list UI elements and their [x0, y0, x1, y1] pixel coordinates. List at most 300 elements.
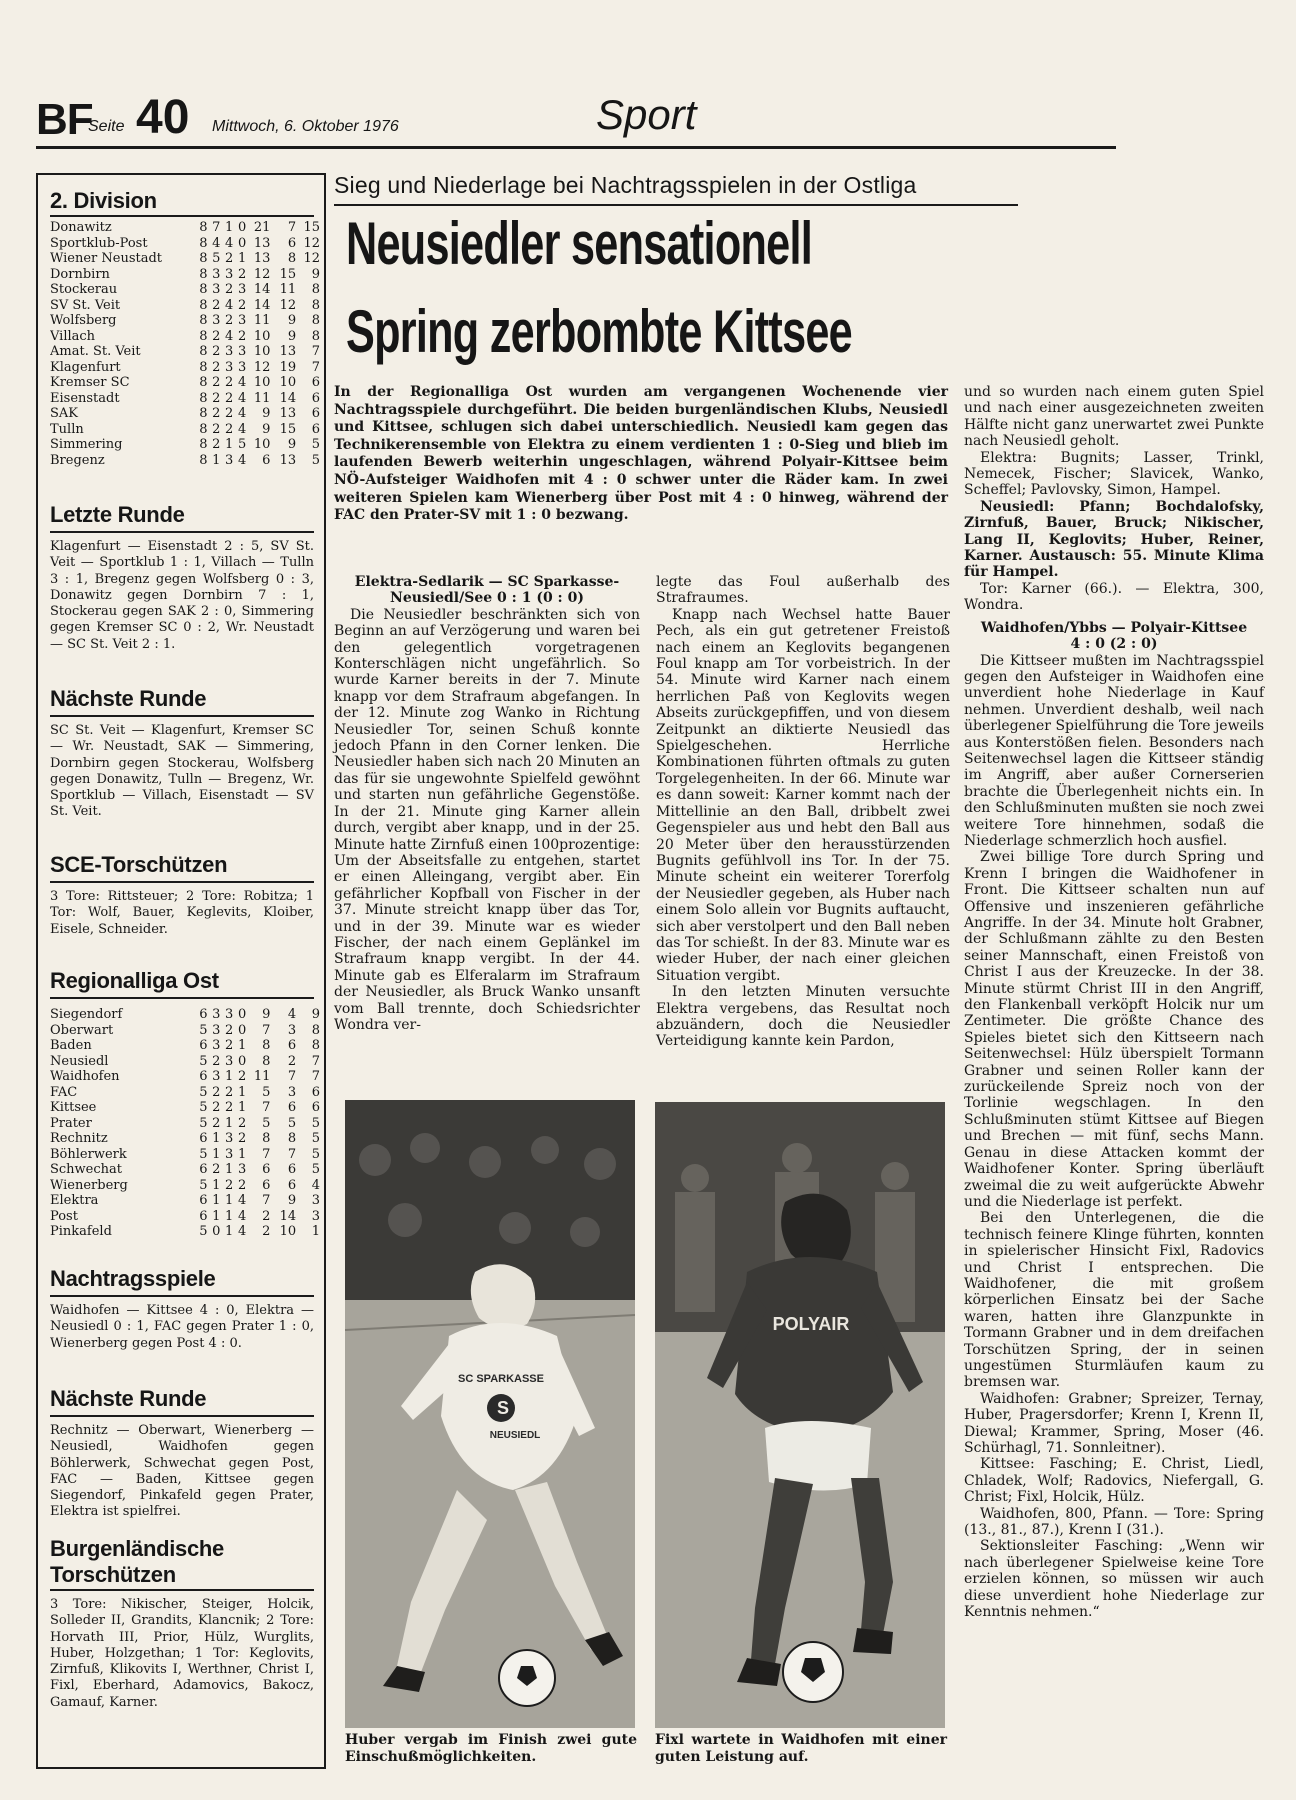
stat-p: 6	[199, 1193, 208, 1208]
stat-gf: 8	[262, 1131, 271, 1146]
stat-l: 2	[237, 1115, 247, 1131]
stat-w: 1	[212, 1193, 221, 1208]
stat-p: 8	[199, 297, 208, 313]
section-title: Sport	[596, 91, 697, 138]
stat-gf: 6	[262, 452, 271, 468]
stat-p: 6	[199, 1131, 208, 1146]
table-row	[50, 1100, 320, 1116]
stat-l: 3	[237, 313, 247, 328]
table-row	[50, 406, 320, 422]
results-sidebar	[36, 173, 326, 1769]
stat-p: 6	[199, 1038, 208, 1053]
next-round2-title: Nächste Runde	[50, 1386, 207, 1411]
stat-l: 0	[237, 220, 247, 235]
stat-d: 1	[225, 220, 234, 235]
stat-d: 2	[225, 1038, 234, 1053]
table-row	[50, 1209, 320, 1225]
stat-pts: 6	[311, 1084, 321, 1100]
stat-p: 5	[199, 1115, 208, 1131]
stat-d: 3	[225, 1131, 234, 1146]
match1-heading-1: Elektra-Sedlarik — SC Sparkasse-	[354, 574, 620, 590]
stat-ga: 13	[279, 452, 297, 468]
stat-gf: 9	[262, 1007, 271, 1022]
stat-pts: 15	[303, 220, 321, 235]
headline-line-2: Spring zerbombte Kittsee	[346, 298, 853, 365]
stat-d: 2	[225, 282, 234, 297]
team-name: Bregenz	[50, 452, 105, 468]
table-row	[50, 220, 320, 236]
divider	[50, 1415, 314, 1417]
article-column-3	[964, 384, 1264, 1620]
stat-pts: 8	[311, 1022, 321, 1038]
col3-paragraph-0: und so wurden nach einem guten Spiel und nach einer ausgezeichneten zweiten Hälfte nicht ganz unerwartet zwei Punkte nach Neusiedl geholt.	[964, 384, 1264, 450]
stat-gf: 12	[253, 359, 271, 375]
team-name: Dornbirn	[50, 266, 110, 282]
stat-ga: 9	[287, 328, 297, 344]
stat-pts: 8	[311, 297, 321, 313]
stat-gf: 21	[253, 220, 271, 235]
stat-p: 5	[199, 1177, 208, 1193]
stat-d: 2	[225, 313, 234, 328]
stat-gf: 14	[253, 297, 271, 313]
table-row	[50, 1038, 320, 1054]
lineup-waidhofen: Waidhofen: Grabner; Spreizer, Ternay, Huber, Pragersdorfer; Krenn I, Krenn II, Diewal; Krammer, Spring, Moser (46. Schürhagl, 71. Sonnleitner).	[964, 1390, 1264, 1456]
stat-gf: 10	[253, 437, 271, 452]
stat-d: 3	[225, 452, 234, 468]
stat-gf: 8	[262, 1038, 271, 1053]
stat-l: 4	[237, 1193, 247, 1208]
table-row	[50, 360, 320, 376]
stat-l: 5	[237, 437, 247, 452]
table-row	[50, 298, 320, 314]
team-name: Waidhofen	[50, 1069, 120, 1084]
jersey-text-1: SC SPARKASSE	[458, 1373, 544, 1385]
regional-title: Regionalliga Ost	[50, 968, 219, 993]
stat-pts: 6	[311, 375, 321, 390]
stat-ga: 6	[287, 235, 297, 251]
col3-paragraph-1: Die Kittseer mußten im Nachtragsspiel gegen den Aufsteiger in Waidhofen eine unverdient hohe Niederlage in Kauf nehmen. Unverdient deshalb, weil nach überlegener Spielführung die Tore jeweils aus Konterstößen fielen. Besonders nach Seitenwechsel lagen die Kittseer ständig im Angriff, aber außer Cornerserien brachte die Überlegenheit nichts ein. In den Schlußminuten mußten sie noch zwei weitere Tore hinnehmen, sodaß die Niederlage schmerzlich hoch ausfiel.	[964, 652, 1264, 849]
stat-gf: 7	[262, 1193, 271, 1208]
table-row	[50, 251, 320, 267]
divider	[50, 715, 314, 717]
team-name: Villach	[50, 328, 96, 344]
stat-w: 1	[212, 1177, 221, 1193]
stat-w: 2	[212, 1053, 221, 1069]
stat-ga: 10	[279, 1224, 297, 1239]
team-name: Oberwart	[50, 1022, 114, 1038]
stat-p: 8	[199, 313, 208, 328]
stat-l: 2	[237, 1177, 247, 1193]
stat-ga: 8	[287, 1131, 297, 1146]
stat-d: 3	[225, 266, 234, 282]
stat-l: 2	[237, 1131, 247, 1146]
stat-l: 3	[237, 282, 247, 297]
match2-heading-1: Waidhofen/Ybbs — Polyair-Kittsee	[980, 619, 1248, 636]
stat-w: 2	[212, 390, 221, 406]
stat-pts: 5	[311, 437, 321, 452]
photo-fixl	[655, 1102, 945, 1728]
stat-w: 2	[212, 1084, 221, 1100]
stat-w: 2	[212, 1115, 221, 1131]
team-name: Eisenstadt	[50, 390, 120, 406]
stat-w: 2	[212, 359, 221, 375]
stat-p: 8	[199, 266, 208, 282]
caption-2: Fixl wartete in Waidhofen mit einer guten Leistung auf.	[655, 1732, 947, 1765]
col2-paragraph-1: Knapp nach Wechsel hatte Bauer Pech, als ein gut getretener Freistoß nach einem an Keglovits begangenen Foul knapp am Tor vorbeistrich. In der 54. Minute wird Karner nach einem herrlichen Paß von Keglovits wegen Abseits zurückgepfiffen, und von diesem Zeitpunkt an diktierte Neusiedl das Spielgeschehen. Herrliche Kombinationen führten oftmals zu guten Torgelegenheiten. In der 66. Minute war es dann soweit: Karner kommt nach der Mittellinie an den Ball, dribbelt zwei Gegenspieler aus und hebt den Ball aus 20 Meter über den herausstürzenden Bugnits gefühlvoll ins Tor. In der 75. Minute scheint ein weiterer Torerfolg der Neusiedler gegeben, als Huber nach einem Solo allein vor Bugnits auftaucht, sich aber verstolpert und den Ball neben das Tor schießt. In der 83. Minute war es wieder Huber, der nach einer gleichen Situation vergibt.	[656, 606, 950, 984]
stat-p: 8	[199, 452, 208, 468]
stat-d: 2	[225, 406, 234, 421]
next-round-text: SC St. Veit — Klagenfurt, Kremser SC — Wr. Neustadt, SAK — Simmering, Dornbirn gegen Stockerau, Wolfsberg gegen Donawitz, Tulln — Bregenz, Wr. Sportklub — Villach, Eisenstadt — SV St. Veit.	[50, 723, 314, 820]
stat-gf: 14	[253, 282, 271, 297]
stat-w: 2	[212, 406, 221, 421]
stat-l: 2	[237, 1069, 247, 1084]
stat-pts: 8	[311, 1038, 321, 1053]
stat-pts: 6	[311, 1100, 321, 1115]
stat-pts: 3	[311, 1208, 321, 1224]
team-name: SV St. Veit	[50, 297, 121, 313]
stat-l: 1	[237, 1100, 247, 1115]
table-row	[50, 1162, 320, 1178]
col2-paragraph-0: legte das Foul außerhalb des Strafraumes.	[656, 574, 950, 607]
stat-p: 8	[199, 406, 208, 421]
stat-ga: 19	[279, 359, 297, 375]
stat-w: 4	[212, 235, 221, 251]
stat-w: 1	[212, 452, 221, 468]
col3-paragraph-2: Zwei billige Tore durch Spring und Krenn I bringen die Waidhofener in Front. Die Kittseer schalten nun auf Offensive und inszenieren gefährliche Angriffe. In der 34. Minute holt Grabner, der Schlußmann zählte zu den Besten seiner Mannschaft, einen Freistoß von Christ I aus der Kreuzecke. In der 38. Minute stürmt Christ III in den Angriff, den Flankenball verköpft Holcik nur um Zentimeter. Die größte Chance des Spieles bietet sich den Kittseern nach Seitenwechsel: Hülz überspielt Tormann Grabner und seinen Roller kann der zurückeilende Spreiz noch von der Torlinie wegschlagen. In den Schlußminuten stümt Kittsee auf Biegen und Brechen — mit fünf, sechs Mann. Genau in diese Attacken kommt der Waidhofener Konter. Spring überläuft zweimal die zu weit aufgerückte Abwehr und die Niederlage ist perfekt.	[964, 849, 1264, 1210]
stat-p: 8	[199, 359, 208, 375]
stat-gf: 7	[262, 1022, 271, 1038]
page-number: 40	[136, 91, 190, 144]
team-name: Sportklub-Post	[50, 235, 148, 251]
stat-d: 1	[225, 1193, 234, 1208]
table-row	[50, 1069, 320, 1085]
stat-w: 1	[212, 1146, 221, 1162]
stat-p: 6	[199, 1069, 208, 1084]
stat-p: 8	[199, 328, 208, 344]
stat-pts: 5	[311, 1162, 321, 1177]
table-row	[50, 1178, 320, 1194]
division-title: 2. Division	[50, 188, 157, 213]
stat-w: 1	[212, 1131, 221, 1146]
stat-w: 3	[212, 1007, 221, 1022]
team-name: Schwechat	[50, 1162, 123, 1177]
divider	[50, 997, 314, 999]
stat-pts: 1	[311, 1224, 321, 1239]
stat-p: 6	[199, 1007, 208, 1022]
stat-l: 1	[237, 1038, 247, 1053]
stat-pts: 5	[311, 1131, 321, 1146]
stat-l: 4	[237, 406, 247, 421]
stat-w: 5	[212, 251, 221, 266]
stat-ga: 3	[287, 1022, 297, 1038]
stat-ga: 9	[287, 1193, 297, 1208]
stat-l: 0	[237, 235, 247, 251]
stat-pts: 8	[311, 328, 321, 344]
stat-gf: 6	[262, 1162, 271, 1177]
stat-l: 0	[237, 1007, 247, 1022]
stat-l: 4	[237, 390, 247, 406]
stat-d: 2	[225, 375, 234, 390]
stat-d: 4	[225, 328, 234, 344]
stat-w: 3	[212, 1038, 221, 1053]
team-name: Pinkafeld	[50, 1224, 112, 1239]
divider	[50, 531, 314, 533]
team-name: Simmering	[50, 437, 123, 452]
stat-l: 3	[237, 1162, 247, 1177]
stat-w: 2	[212, 437, 221, 452]
stat-gf: 9	[262, 421, 271, 437]
stat-pts: 7	[311, 344, 321, 359]
table-row	[50, 1131, 320, 1147]
team-name: Wolfsberg	[50, 313, 117, 328]
team-name: Baden	[50, 1038, 92, 1053]
stat-d: 3	[225, 1053, 234, 1069]
table-row	[50, 1193, 320, 1209]
scorers-title: SCE-Torschützen	[50, 852, 228, 877]
stat-ga: 7	[287, 1146, 297, 1162]
stat-l: 3	[237, 344, 247, 359]
stat-pts: 5	[311, 452, 321, 468]
divider	[50, 1589, 314, 1591]
photo-huber	[345, 1100, 635, 1728]
stat-d: 1	[225, 1224, 234, 1239]
stat-p: 8	[199, 235, 208, 251]
article-column-1	[334, 574, 640, 1033]
table-row	[50, 1023, 320, 1039]
col1-paragraph: Die Neusiedler beschränkten sich von Beginn an auf Verzögerung und waren bei den gelegentlich vorgetragenen Konterschlägen nicht ungefährlich. So wurde Karner bereits in der 7. Minute knapp vor dem Strafraum abgefangen. In der 12. Minute zog Wanko in Richtung Neusiedler Tor, seinen Schuß konnte jedoch Pfann in den Corner lenken. Die Neusiedler haben sich nach 20 Minuten an das für sie ungewohnte Spielfeld gewöhnt und starten nun gefährliche Gegenstöße. In der 21. Minute ging Karner allein durch, vergibt aber knapp, und in der 25. Minute hatte Zirnfuß einen 100prozentige: Um der Abseitsfalle zu entgehen, startet er einen Alleingang, vergibt aber. Ein gefährlicher Kopfball von Fischer in der 37. Minute streicht knapp über das Tor, und in der 39. Minute war es wieder Fischer, der nach einem Geplänkel im Strafraum knapp vergibt. In der 44. Minute gab es Elferalarm im Strafraum der Neusiedler, als Bruck Wanko unsanft vom Ball trennte, doch Schiedsrichter Wondra ver-	[334, 606, 640, 1033]
stat-w: 1	[212, 1208, 221, 1224]
stat-p: 8	[199, 375, 208, 390]
stat-d: 4	[225, 297, 234, 313]
stat-pts: 8	[311, 282, 321, 297]
table-row	[50, 453, 320, 469]
stat-w: 3	[212, 313, 221, 328]
stat-d: 1	[225, 1115, 234, 1131]
stat-p: 5	[199, 1053, 208, 1069]
regional-table	[50, 1007, 320, 1240]
lead-paragraph: In der Regionalliga Ost wurden am vergangenen Wochenende vier Nachtragsspiele durchgeführt. Die beiden burgenländischen Klubs, Neusiedl und Kittsee, schlugen sich dabei unterschiedlich. Neusiedl kam gegen das Technikerensemble von Elektra zu einem verdienten 1 : 0-Sieg und blieb im laufenden Bewerb weiterhin ungeschlagen, während Polyair-Kittsee beim NÖ-Aufsteiger Waidhofen mit 4 : 0 schwer unter die Räder kam. In zwei weiteren Spielen kam Wienerberg über Post mit 4 : 0 hinweg, während der FAC den Prater-SV mit 1 : 0 bezwang.	[334, 384, 948, 524]
stat-w: 2	[212, 297, 221, 313]
stat-gf: 12	[253, 266, 271, 282]
stat-l: 1	[237, 1084, 247, 1100]
stat-ga: 14	[279, 390, 297, 406]
stat-pts: 5	[311, 1115, 321, 1131]
match1-heading-2: Neusiedl/See 0 : 1 (0 : 0)	[390, 590, 584, 607]
stat-ga: 12	[279, 297, 297, 313]
stat-pts: 5	[311, 1146, 321, 1162]
stat-p: 5	[199, 1146, 208, 1162]
col2-paragraph-2: In den letzten Minuten versuchte Elektra vergebens, das Resultat noch abzuändern, doch die Neusiedler Verteidigung kannte kein Pardon,	[656, 984, 950, 1050]
table-row	[50, 344, 320, 360]
stat-d: 3	[225, 359, 234, 375]
stat-gf: 7	[262, 1146, 271, 1162]
stat-ga: 14	[279, 1208, 297, 1224]
stat-w: 3	[212, 266, 221, 282]
stat-ga: 8	[287, 251, 297, 266]
stat-ga: 2	[287, 1053, 297, 1069]
stat-ga: 6	[287, 1177, 297, 1193]
makeup-text: Waidhofen — Kittsee 4 : 0, Elektra — Neusiedl 0 : 1, FAC gegen Prater 1 : 0, Wienerberg gegen Post 4 : 0.	[50, 1303, 314, 1351]
stat-w: 3	[212, 1022, 221, 1038]
team-name: Wienerberg	[50, 1177, 128, 1193]
jersey-text: POLYAIR	[772, 1314, 850, 1334]
stat-d: 3	[225, 1007, 234, 1022]
article-kicker: Sieg und Niederlage bei Nachtragsspielen in der Ostliga	[334, 172, 917, 198]
stat-w: 3	[212, 1069, 221, 1084]
paper-logo: BF	[36, 95, 93, 144]
table-row	[50, 391, 320, 407]
makeup-title: Nachtragsspiele	[50, 1266, 216, 1291]
stat-gf: 11	[253, 390, 271, 406]
stat-d: 4	[225, 235, 234, 251]
team-name: Post	[50, 1208, 78, 1224]
team-name: Elektra	[50, 1193, 99, 1208]
stat-pts: 7	[311, 1069, 321, 1084]
stat-w: 2	[212, 1162, 221, 1177]
stat-l: 1	[237, 251, 247, 266]
stat-d: 2	[225, 1177, 234, 1193]
stat-ga: 11	[279, 282, 297, 297]
stat-p: 8	[199, 421, 208, 437]
stat-gf: 6	[262, 1177, 271, 1193]
team-name: Amat. St. Veit	[50, 344, 141, 359]
stat-d: 2	[225, 1022, 234, 1038]
stat-gf: 9	[262, 406, 271, 421]
stat-p: 8	[199, 437, 208, 452]
stat-ga: 6	[287, 1162, 297, 1177]
closing-quote: Sektionsleiter Fasching: „Wenn wir nach überlegener Spielweise keine Tore erzielen können, so müssen wir auch diese unverdient hohe Niederlage zur Kenntnis nehmen.“	[964, 1538, 1264, 1621]
stat-l: 2	[237, 266, 247, 282]
jersey-text-2: NEUSIEDL	[489, 1430, 541, 1441]
stat-ga: 10	[279, 375, 297, 390]
burgen-text: 3 Tore: Nikischer, Steiger, Holcik, Solleder II, Grandits, Klancnik; 2 Tore: Horvath III, Prior, Hülz, Wurglits, Huber, Holzgethan; 1 Tor: Keglovits, Zirnfuß, Klikovits I, Werthner, Christ I, Fixl, Eberhard, Adamovics, Bakocz, Gamauf, Karner.	[50, 1597, 314, 1710]
division-table	[50, 220, 320, 468]
stat-p: 8	[199, 220, 208, 235]
header-rule	[36, 146, 1116, 149]
stat-gf: 5	[262, 1115, 271, 1131]
table-row	[50, 1224, 320, 1240]
stat-ga: 7	[287, 1069, 297, 1084]
stat-d: 2	[225, 421, 234, 437]
caption-1: Huber vergab im Finish zwei gute Einschußmöglichkeiten.	[345, 1732, 637, 1765]
stat-d: 2	[225, 1100, 234, 1115]
team-name: Klagenfurt	[50, 359, 121, 375]
team-name: Rechnitz	[50, 1131, 108, 1146]
stat-ga: 15	[279, 421, 297, 437]
burgen-title-1: Burgenländische	[50, 1536, 224, 1561]
table-row	[50, 267, 320, 283]
stat-pts: 9	[311, 266, 321, 282]
team-name: Donawitz	[50, 220, 112, 235]
stat-pts: 7	[311, 359, 321, 375]
stat-d: 1	[225, 1208, 234, 1224]
photo-fixl-image	[655, 1102, 945, 1728]
stat-p: 6	[199, 1162, 208, 1177]
stat-ga: 13	[279, 406, 297, 421]
stat-d: 2	[225, 390, 234, 406]
stat-d: 1	[225, 1069, 234, 1084]
burgen-title-2: Torschützen	[50, 1562, 176, 1587]
table-row	[50, 1147, 320, 1163]
table-row	[50, 1007, 320, 1023]
stat-ga: 6	[287, 1038, 297, 1053]
stat-gf: 10	[253, 375, 271, 390]
scorers-text: 3 Tore: Rittsteuer; 2 Tore: Robitza; 1 Tor: Wolf, Bauer, Keglevits, Kloiber, Eisele, Schneider.	[50, 889, 314, 937]
stat-ga: 7	[287, 220, 297, 235]
table-row	[50, 282, 320, 298]
team-name: Tulln	[50, 421, 84, 437]
team-name: Stockerau	[50, 282, 118, 297]
last-round-text: Klagenfurt — Eisenstadt 2 : 5, SV St. Veit — Sportklub 1 : 1, Villach — Tulln 3 : 1, Bregenz gegen Wolfsberg 0 : 3, Donawitz gegen Dornbirn 7 : 1, Stockerau gegen SAK 2 : 0, Simmering gegen Kremser SC 0 : 2, Wr. Neustadt — SC St. Veit 2 : 1.	[50, 539, 314, 652]
stat-gf: 11	[253, 313, 271, 328]
stat-pts: 6	[311, 406, 321, 421]
table-row	[50, 313, 320, 329]
stat-p: 8	[199, 282, 208, 297]
stat-p: 5	[199, 1100, 208, 1115]
stat-p: 5	[199, 1022, 208, 1038]
stat-pts: 6	[311, 390, 321, 406]
stat-w: 2	[212, 328, 221, 344]
table-row	[50, 1116, 320, 1132]
stat-w: 7	[212, 220, 221, 235]
stat-ga: 15	[279, 266, 297, 282]
stat-ga: 5	[287, 1115, 297, 1131]
stat-gf: 10	[253, 328, 271, 344]
stat-ga: 4	[287, 1007, 297, 1022]
stat-w: 3	[212, 282, 221, 297]
stat-p: 8	[199, 390, 208, 406]
stat-w: 2	[212, 375, 221, 390]
stat-gf: 2	[262, 1224, 271, 1239]
team-name: FAC	[50, 1084, 78, 1100]
stat-pts: 8	[311, 313, 321, 328]
lineup-neusiedl: Neusiedl: Pfann; Bochdalofsky, Zirnfuß, Bauer, Bruck; Nikischer, Lang II, Keglovits; Huber, Reiner, Karner. Austausch: 55. Minute Klima für Hampel.	[964, 498, 1264, 581]
team-name: Kremser SC	[50, 375, 130, 390]
stat-gf: 13	[253, 251, 271, 266]
match1-goals: Tor: Karner (66.). — Elektra, 300, Wondra.	[964, 580, 1264, 614]
stat-l: 4	[237, 421, 247, 437]
team-name: SAK	[50, 406, 79, 421]
lineup-elektra: Elektra: Bugnits; Lasser, Trinkl, Nemecek, Fischer; Slavicek, Wanko, Scheffel; Pavlovsky, Simon, Hampel.	[964, 449, 1264, 499]
stat-gf: 5	[262, 1084, 271, 1100]
stat-pts: 6	[311, 421, 321, 437]
photo-huber-image	[345, 1100, 635, 1728]
stat-p: 5	[199, 1224, 208, 1239]
team-name: Siegendorf	[50, 1007, 123, 1022]
stat-p: 8	[199, 251, 208, 266]
stat-d: 3	[225, 1146, 234, 1162]
match2-heading-2: 4 : 0 (2 : 0)	[1070, 636, 1158, 653]
stat-l: 0	[237, 1053, 247, 1069]
stat-p: 6	[199, 1208, 208, 1224]
next-round2-text: Rechnitz — Oberwart, Wienerberg — Neusiedl, Waidhofen gegen Böhlerwerk, Schwechat gegen Post, FAC — Baden, Kittsee gegen Siegendorf, Pinkafeld gegen Prater, Elektra ist spielfrei.	[50, 1423, 314, 1520]
lineup-kittsee: Kittsee: Fasching; E. Christ, Liedl, Chladek, Wolf; Radovics, Niefergall, G. Christ; Fixl, Holcik, Hülz.	[964, 1456, 1264, 1506]
headline-line-1: Neusiedler sensationell	[346, 210, 813, 277]
table-row	[50, 1054, 320, 1070]
stat-gf: 8	[262, 1053, 271, 1069]
stat-p: 5	[199, 1084, 208, 1100]
stat-gf: 7	[262, 1100, 271, 1115]
stat-ga: 3	[287, 1084, 297, 1100]
stat-d: 1	[225, 1162, 234, 1177]
stat-l: 4	[237, 1208, 247, 1224]
stat-w: 0	[212, 1224, 221, 1239]
stat-gf: 10	[253, 344, 271, 359]
table-row	[50, 437, 320, 453]
stat-w: 2	[212, 1100, 221, 1115]
article-column-2	[656, 574, 950, 1050]
stat-d: 3	[225, 344, 234, 359]
